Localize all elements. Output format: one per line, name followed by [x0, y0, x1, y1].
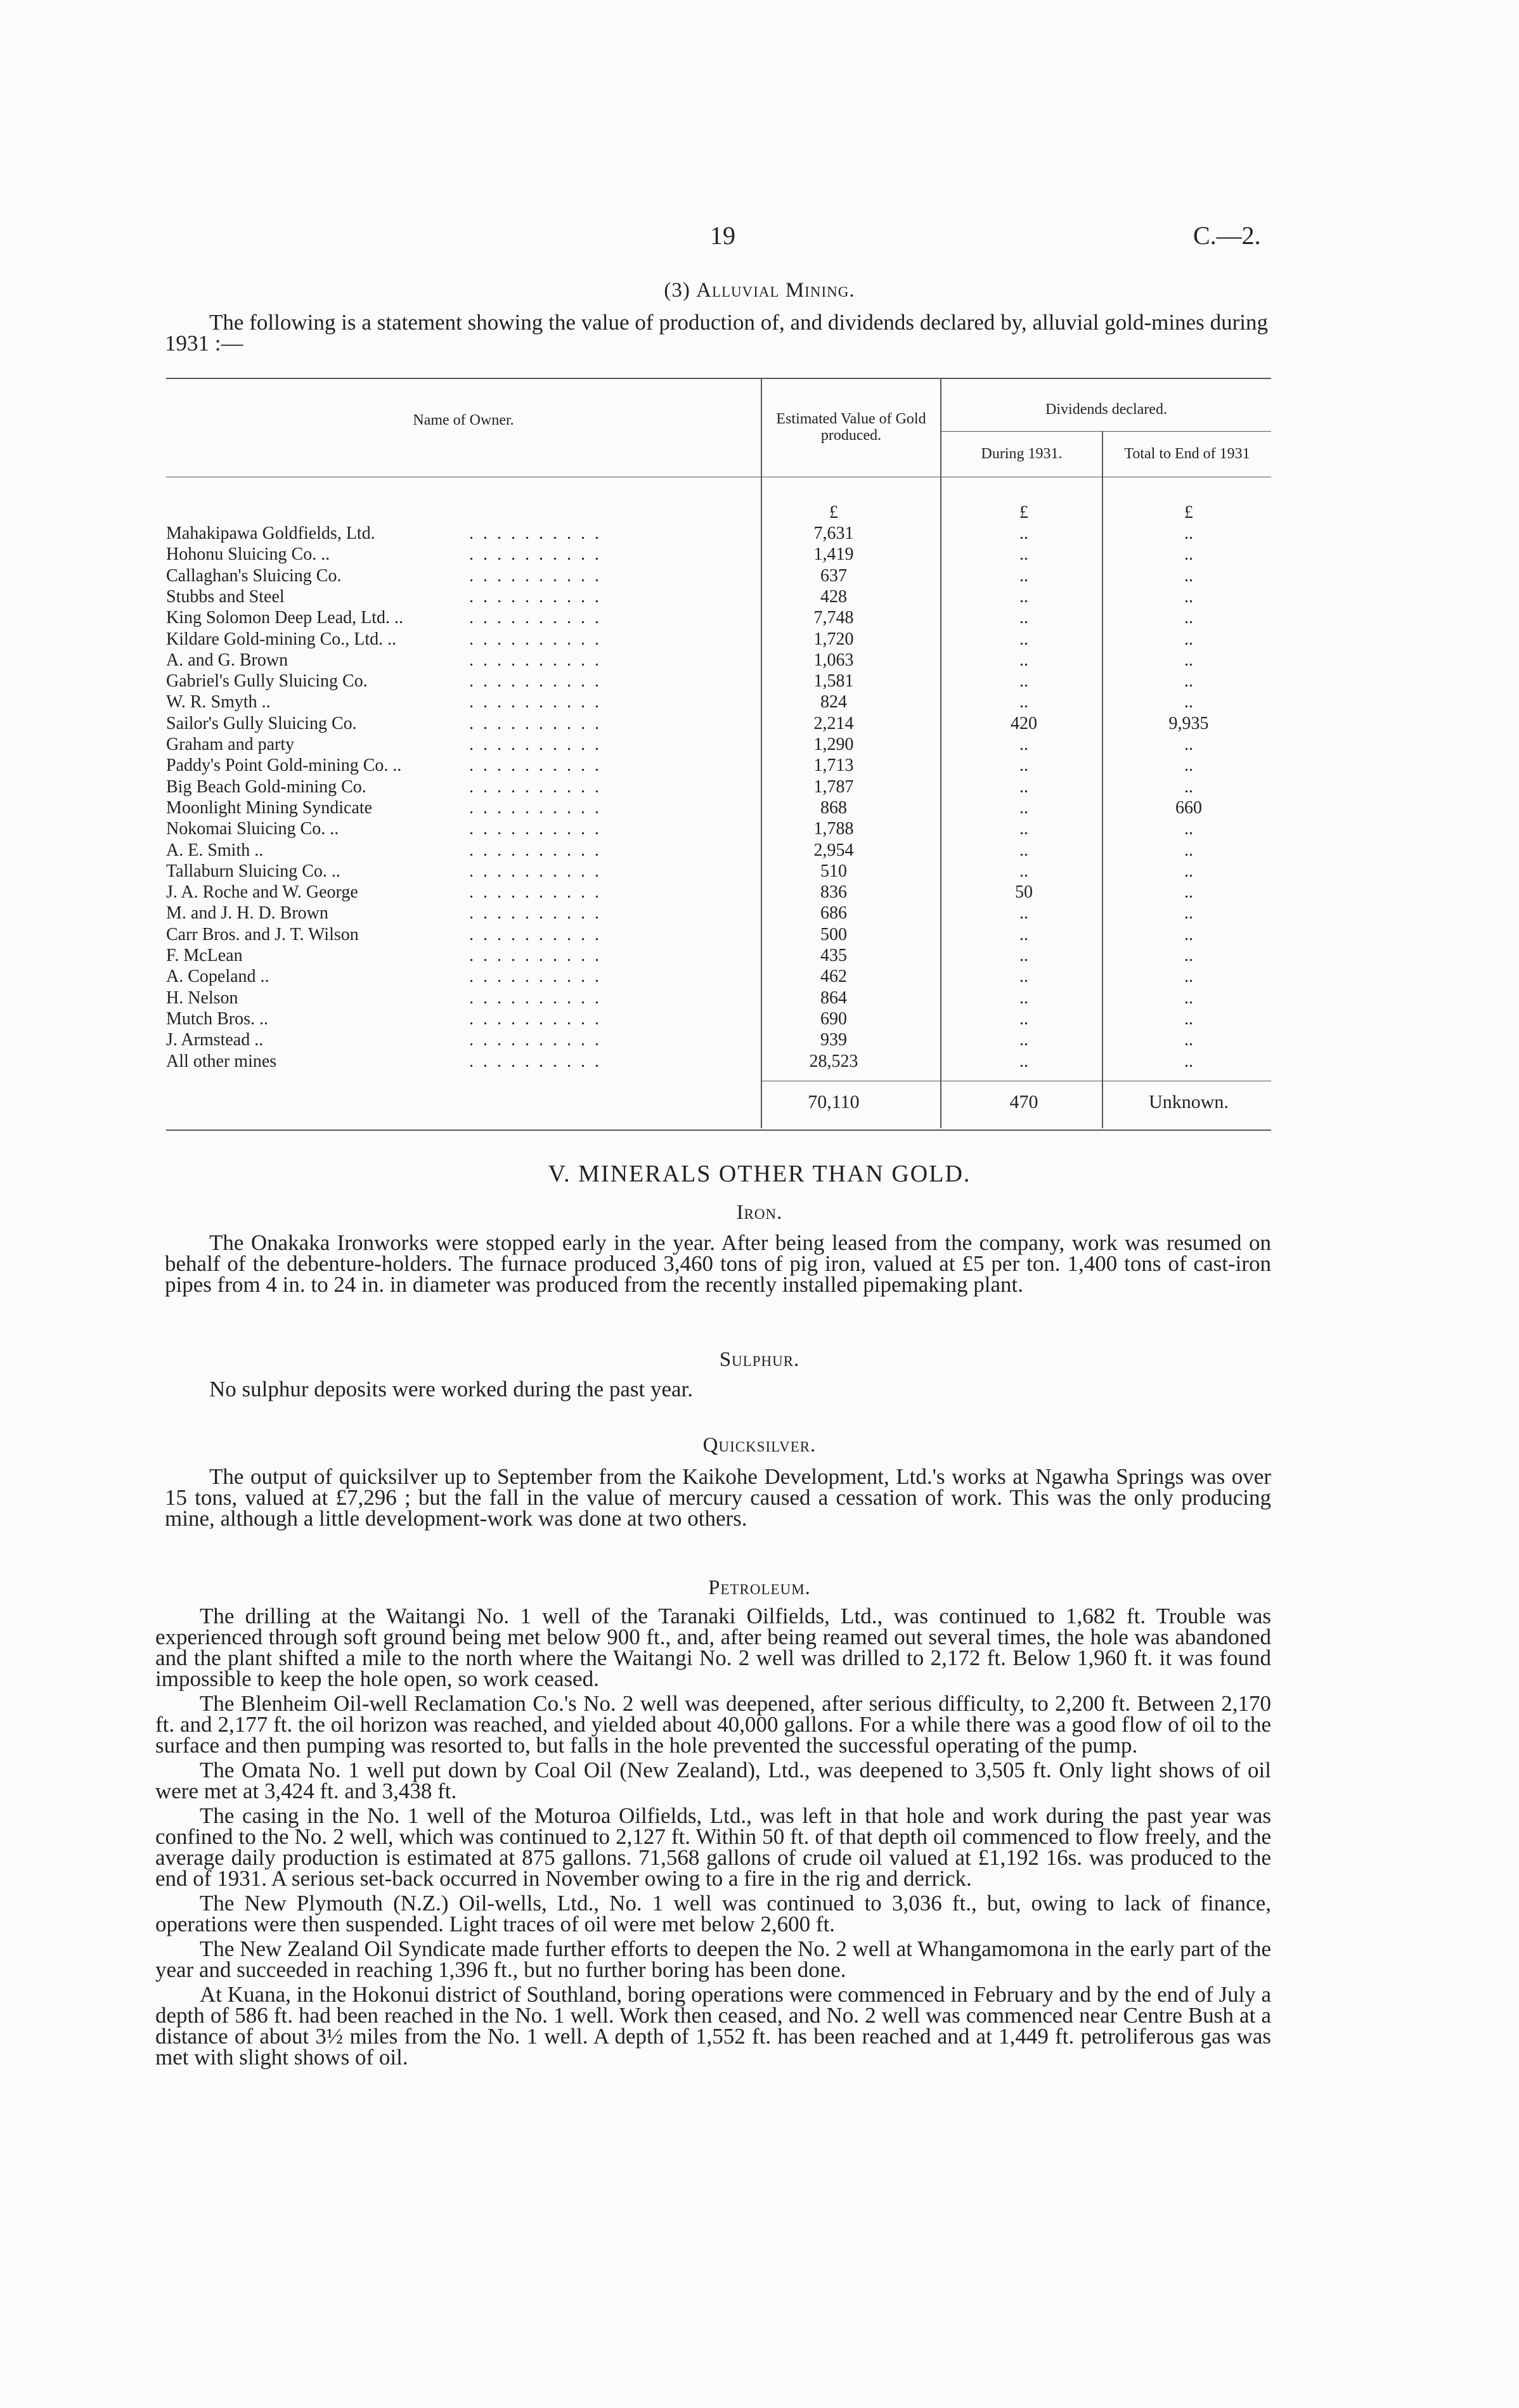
- total-during: 470: [1009, 1091, 1038, 1112]
- col-header-owner: Name of Owner.: [413, 412, 514, 428]
- owner-name: Hohonu Sluicing Co. ..: [166, 544, 330, 564]
- owner-name: All other mines: [166, 1052, 277, 1071]
- dividend-during: ..: [1019, 777, 1028, 797]
- owner-name: A. Copeland ..: [166, 967, 269, 986]
- gold-value: 1,713: [813, 756, 854, 775]
- owner-name: Gabriel's Gully Sluicing Co.: [166, 671, 368, 691]
- dividend-during: ..: [1019, 798, 1028, 818]
- petroleum-paragraph: The New Plymouth (N.Z.) Oil-wells, Ltd., No. 1 well was continued to 3,036 ft., but, owing to lack of finance, operations were then suspended. Light traces of oil were met below 2,600 ft.: [155, 1891, 1271, 1936]
- table-row: [0, 713, 1519, 734]
- owner-name: Mahakipawa Goldfields, Ltd.: [166, 524, 375, 543]
- table-row: [0, 629, 1519, 650]
- dividend-total: ..: [1184, 629, 1193, 649]
- leader-dots: . . . . . . . . . .: [469, 756, 602, 775]
- table-row: [0, 924, 1519, 945]
- alluvial-mining-heading: [0, 279, 1519, 302]
- gold-value: 510: [820, 861, 847, 881]
- gold-value: 1,787: [813, 777, 854, 797]
- gold-value: 435: [820, 946, 847, 965]
- leader-dots: . . . . . . . . . .: [469, 1030, 602, 1050]
- leader-dots: . . . . . . . . . .: [469, 798, 602, 818]
- sulphur-heading: Sulphur.: [719, 1348, 800, 1371]
- table-row: [0, 945, 1519, 966]
- owner-name: H. Nelson: [166, 988, 238, 1008]
- dividend-during: ..: [1019, 671, 1028, 691]
- leader-dots: . . . . . . . . . .: [469, 524, 602, 543]
- dividend-total: ..: [1184, 544, 1193, 564]
- owner-name: Mutch Bros. ..: [166, 1009, 268, 1029]
- dividend-during: 420: [1011, 714, 1037, 733]
- unit-during: £: [1019, 503, 1028, 522]
- table-row: [0, 692, 1519, 712]
- dividend-during: ..: [1019, 587, 1028, 607]
- owner-name: Tallaburn Sluicing Co. ..: [166, 861, 340, 881]
- petroleum-paragraph: The Omata No. 1 well put down by Coal Oil (New Zealand), Ltd., was deepened to 3,505 ft. Only light shows of oil were met at 3,424 ft. and 3,438 ft.: [155, 1758, 1271, 1803]
- dividend-total: ..: [1184, 1009, 1193, 1029]
- gold-value: 836: [820, 882, 847, 902]
- table-row: [0, 523, 1519, 544]
- table-row: [0, 755, 1519, 776]
- leader-dots: . . . . . . . . . .: [469, 566, 602, 586]
- leader-dots: . . . . . . . . . .: [469, 587, 602, 607]
- gold-value: 1,788: [813, 819, 854, 839]
- owner-name: Paddy's Point Gold-mining Co. ..: [166, 756, 402, 775]
- table-row: [0, 1008, 1519, 1029]
- gold-value: 1,581: [813, 671, 854, 691]
- petroleum-paragraph: At Kuana, in the Hokonui district of Southland, boring operations were commenced in February and by the end of July a depth of 586 ft. had been reached in the No. 1 well. Work then ceased, and No. 2 well was commenced near Centre Bush at a distance of about 3½ miles from the No. 1 well. A depth of 1,552 ft. has been reached and at 1,449 ft. petroliferous gas was met with slight shows of oil.: [155, 1982, 1271, 2070]
- dividend-total: ..: [1184, 1030, 1193, 1050]
- dividend-during: 50: [1015, 882, 1033, 902]
- table-row: [0, 734, 1519, 755]
- leader-dots: . . . . . . . . . .: [469, 544, 602, 564]
- dividend-during: ..: [1019, 566, 1028, 586]
- quicksilver-paragraph: The output of quicksilver up to September from the Kaikohe Development, Ltd.'s works at Ngawha Springs was over 15 tons, valued at £7,296 ; but the fall in the value of mercury caused a cessation of work. This was the only producing mine, although a little development-work was done at two others.: [165, 1464, 1271, 1531]
- table-row: [0, 586, 1519, 607]
- total-to-end: Unknown.: [1149, 1091, 1229, 1112]
- leader-dots: . . . . . . . . . .: [469, 882, 602, 902]
- gold-value: 428: [820, 587, 847, 607]
- leader-dots: . . . . . . . . . .: [469, 840, 602, 860]
- gold-value: 637: [820, 566, 847, 586]
- dividend-during: ..: [1019, 692, 1028, 712]
- dividend-during: ..: [1019, 650, 1028, 670]
- gold-value: 500: [820, 925, 847, 944]
- dividend-during: ..: [1019, 946, 1028, 965]
- leader-dots: . . . . . . . . . .: [469, 1009, 602, 1029]
- table-row: [0, 776, 1519, 797]
- gold-value: 28,523: [809, 1052, 858, 1071]
- sulphur-paragraph: No sulphur deposits were worked during the past year.: [209, 1377, 694, 1401]
- leader-dots: . . . . . . . . . .: [469, 650, 602, 670]
- table-row: [0, 1051, 1519, 1072]
- gold-value: 1,720: [813, 629, 854, 649]
- gold-value: 1,063: [813, 650, 854, 670]
- table-row: [0, 607, 1519, 628]
- dividend-total: ..: [1184, 861, 1193, 881]
- table-top-rule: [166, 378, 1271, 379]
- parliamentary-reference: C.—2.: [1193, 221, 1261, 250]
- owner-name: M. and J. H. D. Brown: [166, 903, 328, 923]
- dividend-total: ..: [1184, 988, 1193, 1008]
- petroleum-body: [155, 1606, 1271, 2068]
- dividend-total: ..: [1184, 587, 1193, 607]
- table-bottom-rule: [166, 1130, 1271, 1131]
- owner-name: Stubbs and Steel: [166, 587, 285, 607]
- owner-name: Moonlight Mining Syndicate: [166, 798, 373, 818]
- petroleum-paragraph: The drilling at the Waitangi No. 1 well of the Taranaki Oilfields, Ltd., was continued to 1,682 ft. Trouble was experienced through soft ground being met below 900 ft., and, after being reamed out several times, the hole was abandoned and the plant shifted a mile to the north where the Waitangi No. 2 well was drilled to 2,172 ft. Below 1,960 ft. it was found impossible to keep the hole open, so work ceased.: [155, 1604, 1271, 1691]
- leader-dots: . . . . . . . . . .: [469, 988, 602, 1008]
- total-value: 70,110: [808, 1091, 860, 1112]
- petroleum-paragraph: The New Zealand Oil Syndicate made further efforts to deepen the No. 2 well at Whangamomona in the early part of the year and succeeded in reaching 1,396 ft., but no further boring has been done.: [155, 1936, 1271, 1982]
- gold-value: 939: [820, 1030, 847, 1050]
- leader-dots: . . . . . . . . . .: [469, 777, 602, 797]
- dividend-during: ..: [1019, 1052, 1028, 1071]
- owner-name: Kildare Gold-mining Co., Ltd. ..: [166, 629, 397, 649]
- col-header-dividends: Dividends declared.: [1045, 401, 1167, 418]
- owner-name: Nokomai Sluicing Co. ..: [166, 819, 339, 839]
- dividend-total: ..: [1184, 777, 1193, 797]
- leader-dots: . . . . . . . . . .: [469, 735, 602, 754]
- iron-heading: Iron.: [736, 1201, 783, 1224]
- dividend-total: ..: [1184, 967, 1193, 986]
- leader-dots: . . . . . . . . . .: [469, 629, 602, 649]
- dividend-during: ..: [1019, 967, 1028, 986]
- dividend-total: 9,935: [1168, 714, 1209, 733]
- gold-value: 7,631: [813, 524, 854, 543]
- alluvial-heading-number: (3): [664, 279, 690, 302]
- gold-value: 2,214: [813, 714, 854, 733]
- dividend-total: ..: [1184, 925, 1193, 944]
- dividend-total: ..: [1184, 946, 1193, 965]
- owner-name: Sailor's Gully Sluicing Co.: [166, 714, 357, 733]
- dividend-during: ..: [1019, 1009, 1028, 1029]
- dividend-total: ..: [1184, 671, 1193, 691]
- owner-name: A. E. Smith ..: [166, 840, 264, 860]
- col-header-total: Total to End of 1931: [1124, 446, 1250, 462]
- owner-name: Carr Bros. and J. T. Wilson: [166, 925, 359, 944]
- leader-dots: . . . . . . . . . .: [469, 714, 602, 733]
- dividend-during: ..: [1019, 735, 1028, 754]
- dividend-during: ..: [1019, 544, 1028, 564]
- alluvial-heading-text: Alluvial Mining.: [696, 279, 855, 302]
- petroleum-paragraph: The Blenheim Oil-well Reclamation Co.'s No. 2 well was deepened, after serious difficulty, to 2,200 ft. Between 2,170 ft. and 2,177 ft. the oil horizon was reached, and yielded about 40,000 gallons. For a while there was a good flow of oil to the surface and then pumping was resorted to, but falls in the hole prevented the successful operating of the pump.: [155, 1691, 1271, 1758]
- gold-value: 868: [820, 798, 847, 818]
- owner-name: J. Armstead ..: [166, 1030, 264, 1050]
- col-header-during: During 1931.: [981, 446, 1063, 462]
- dividend-total: ..: [1184, 903, 1193, 923]
- table-row: [0, 650, 1519, 671]
- table-row: [0, 861, 1519, 882]
- owner-name: J. A. Roche and W. George: [166, 882, 358, 902]
- unit-value: £: [829, 503, 838, 522]
- dividend-total: ..: [1184, 1052, 1193, 1071]
- gold-value: 7,748: [813, 608, 854, 628]
- dividend-during: ..: [1019, 524, 1028, 543]
- leader-dots: . . . . . . . . . .: [469, 692, 602, 712]
- owner-name: A. and G. Brown: [166, 650, 288, 670]
- dividend-total: ..: [1184, 650, 1193, 670]
- table-row: [0, 544, 1519, 565]
- table-row: [0, 818, 1519, 839]
- table-row: [0, 565, 1519, 586]
- gold-value: 824: [820, 692, 847, 712]
- dividend-total: ..: [1184, 566, 1193, 586]
- dividend-during: ..: [1019, 861, 1028, 881]
- col-header-value: Estimated Value of Gold produced.: [776, 411, 926, 444]
- leader-dots: . . . . . . . . . .: [469, 967, 602, 986]
- gold-value: 1,290: [813, 735, 854, 754]
- table-row: [0, 988, 1519, 1008]
- dividend-during: ..: [1019, 903, 1028, 923]
- gold-value: 462: [820, 967, 847, 986]
- leader-dots: . . . . . . . . . .: [469, 608, 602, 628]
- table-row: [0, 797, 1519, 818]
- dividend-during: ..: [1019, 756, 1028, 775]
- dividend-during: ..: [1019, 608, 1028, 628]
- leader-dots: . . . . . . . . . .: [469, 903, 602, 923]
- dividend-total: ..: [1184, 882, 1193, 902]
- table-row: [0, 882, 1519, 903]
- owner-name: Graham and party: [166, 735, 295, 754]
- dividend-during: ..: [1019, 925, 1028, 944]
- page-number: 19: [710, 221, 735, 250]
- petroleum-paragraph: The casing in the No. 1 well of the Moturoa Oilfields, Ltd., was left in that hole and work during the past year was confined to the No. 2 well, which was continued to 2,127 ft. Within 50 ft. of that depth oil commenced to flow freely, and the average daily production is estimated at 875 gallons. 71,568 gallons of crude oil valued at £1,192 16s. was produced to the end of 1931. A serious set-back occurred in November owing to a fire in the rig and derrick.: [155, 1803, 1271, 1891]
- leader-dots: . . . . . . . . . .: [469, 1052, 602, 1071]
- dividend-total: ..: [1184, 819, 1193, 839]
- owner-name: Callaghan's Sluicing Co.: [166, 566, 342, 586]
- leader-dots: . . . . . . . . . .: [469, 946, 602, 965]
- dividend-total: ..: [1184, 840, 1193, 860]
- dividend-total: 660: [1175, 798, 1202, 818]
- leader-dots: . . . . . . . . . .: [469, 671, 602, 691]
- leader-dots: . . . . . . . . . .: [469, 925, 602, 944]
- leader-dots: . . . . . . . . . .: [469, 819, 602, 839]
- dividend-total: ..: [1184, 692, 1193, 712]
- owner-name: Big Beach Gold-mining Co.: [166, 777, 366, 797]
- dividend-during: ..: [1019, 840, 1028, 860]
- gold-value: 1,419: [813, 544, 854, 564]
- units-row: [0, 502, 1519, 523]
- dividend-during: ..: [1019, 819, 1028, 839]
- quicksilver-heading: Quicksilver.: [702, 1434, 817, 1457]
- iron-paragraph: The Onakaka Ironworks were stopped early in the year. After being leased from the company, work was resumed on behalf of the debenture-holders. The furnace produced 3,460 tons of pig iron, valued at £5 per ton. 1,400 tons of cast-iron pipes from 4 in. to 24 in. in diameter was produced from the recently installed pipemaking plant.: [165, 1230, 1271, 1297]
- petroleum-heading: Petroleum.: [708, 1576, 811, 1599]
- owner-name: F. McLean: [166, 946, 243, 965]
- gold-value: 2,954: [813, 840, 854, 860]
- table-row: [0, 966, 1519, 987]
- dividend-during: ..: [1019, 988, 1028, 1008]
- dividend-during: ..: [1019, 1030, 1028, 1050]
- dividend-total: ..: [1184, 735, 1193, 754]
- table-row: [0, 903, 1519, 924]
- gold-value: 864: [820, 988, 847, 1008]
- table-row: [0, 671, 1519, 692]
- dividend-total: ..: [1184, 756, 1193, 775]
- table-row: [0, 1029, 1519, 1050]
- owner-name: W. R. Smyth ..: [166, 692, 271, 712]
- dividend-total: ..: [1184, 608, 1193, 628]
- unit-total: £: [1184, 503, 1193, 522]
- leader-dots: . . . . . . . . . .: [469, 861, 602, 881]
- dividend-total: ..: [1184, 524, 1193, 543]
- table-row: [0, 840, 1519, 861]
- minerals-heading: V. MINERALS OTHER THAN GOLD.: [548, 1161, 971, 1187]
- gold-value: 686: [820, 903, 847, 923]
- alluvial-intro: The following is a statement showing the value of production of, and dividends declared by, alluvial gold-mines during 1931 :—: [165, 310, 1268, 356]
- gold-value: 690: [820, 1009, 847, 1029]
- dividends-subrule: [940, 431, 1271, 432]
- owner-name: King Solomon Deep Lead, Ltd. ..: [166, 608, 404, 628]
- dividend-during: ..: [1019, 629, 1028, 649]
